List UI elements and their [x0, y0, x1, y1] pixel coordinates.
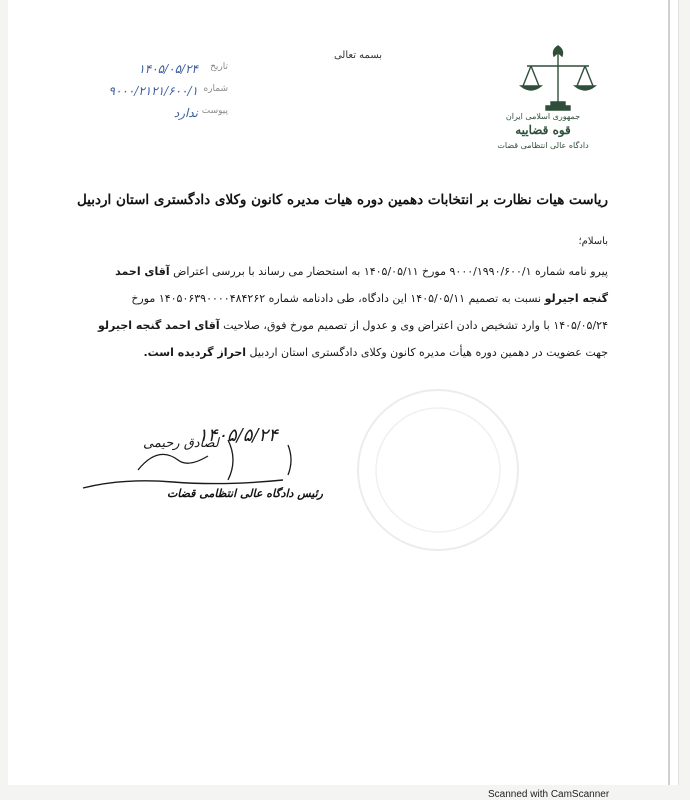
meta-number-label: شماره — [203, 84, 228, 94]
scanner-watermark: Scanned with CamScanner — [488, 789, 610, 800]
body-line: جهت عضویت در دهمین دوره هیأت مدیره کانون وکلای دادگستری استان اردبیل احراز گردیده است. — [143, 346, 608, 359]
letter-recipient: ریاست هیات نظارت بر انتخابات دهمین دوره هیات مدیره کانون وکلای دادگستری استان اردبیل — [76, 192, 608, 208]
body-line: گنجه اجیرلو نسبت به تصمیم ۱۴۰۵/۰۵/۱۱ این دادگاه، طی دادنامه شماره ۱۴۰۵۰۶۳۹۰۰۰۰۴۸۴۲۶۲ مورخ — [131, 292, 608, 305]
meta-date-label: تاریخ — [210, 62, 228, 72]
signature-title: رئیس دادگاه عالی انتظامی قضات — [166, 487, 323, 500]
organization-block — [488, 112, 598, 150]
signature-date: ۱۴۰۵/۵/۲۴ — [198, 425, 278, 446]
body-line: پیرو نامه شماره ۹۰۰۰/۱۹۹۰/۶۰۰/۱ مورخ ۱۴۰۵/۰۵/۱۱ به استحضار می رساند با بررسی اعتراض آقای احمد — [115, 265, 608, 278]
meta-number-value: ۹۰۰۰/۲۱۲۱/۶۰۰/۱ — [108, 84, 198, 98]
meta-number-row — [48, 84, 228, 106]
meta-attachment-value: ندارد — [173, 106, 198, 120]
basmala: بسمه تعالی — [333, 50, 383, 61]
meta-date-row — [48, 62, 228, 84]
faint-stamp-icon — [338, 370, 538, 570]
org-court: دادگاه عالی انتظامی قضات — [497, 141, 589, 150]
body-line: ۱۴۰۵/۰۵/۲۴ با وارد تشخیص دادن اعتراض وی و عدول از تصمیم مورخ فوق، صلاحیت آقای احمد گنجه اجیرلو — [97, 319, 608, 332]
meta-attachment-row — [48, 106, 228, 128]
letter-meta — [48, 62, 228, 128]
letter-body — [97, 258, 608, 366]
page-edge — [668, 0, 670, 785]
signature-name: لصادق رحیمی — [143, 436, 219, 451]
letter-greeting: باسلام؛ — [578, 236, 608, 247]
letter-page — [8, 0, 679, 785]
judiciary-emblem-icon — [513, 40, 603, 115]
meta-date-value: ۱۴۰۵/۰۵/۲۴ — [138, 62, 198, 76]
meta-attachment-label: پیوست — [201, 106, 228, 116]
org-judiciary: قوه قضاییه — [515, 123, 571, 137]
org-country: جمهوری اسلامی ایران — [505, 112, 581, 121]
